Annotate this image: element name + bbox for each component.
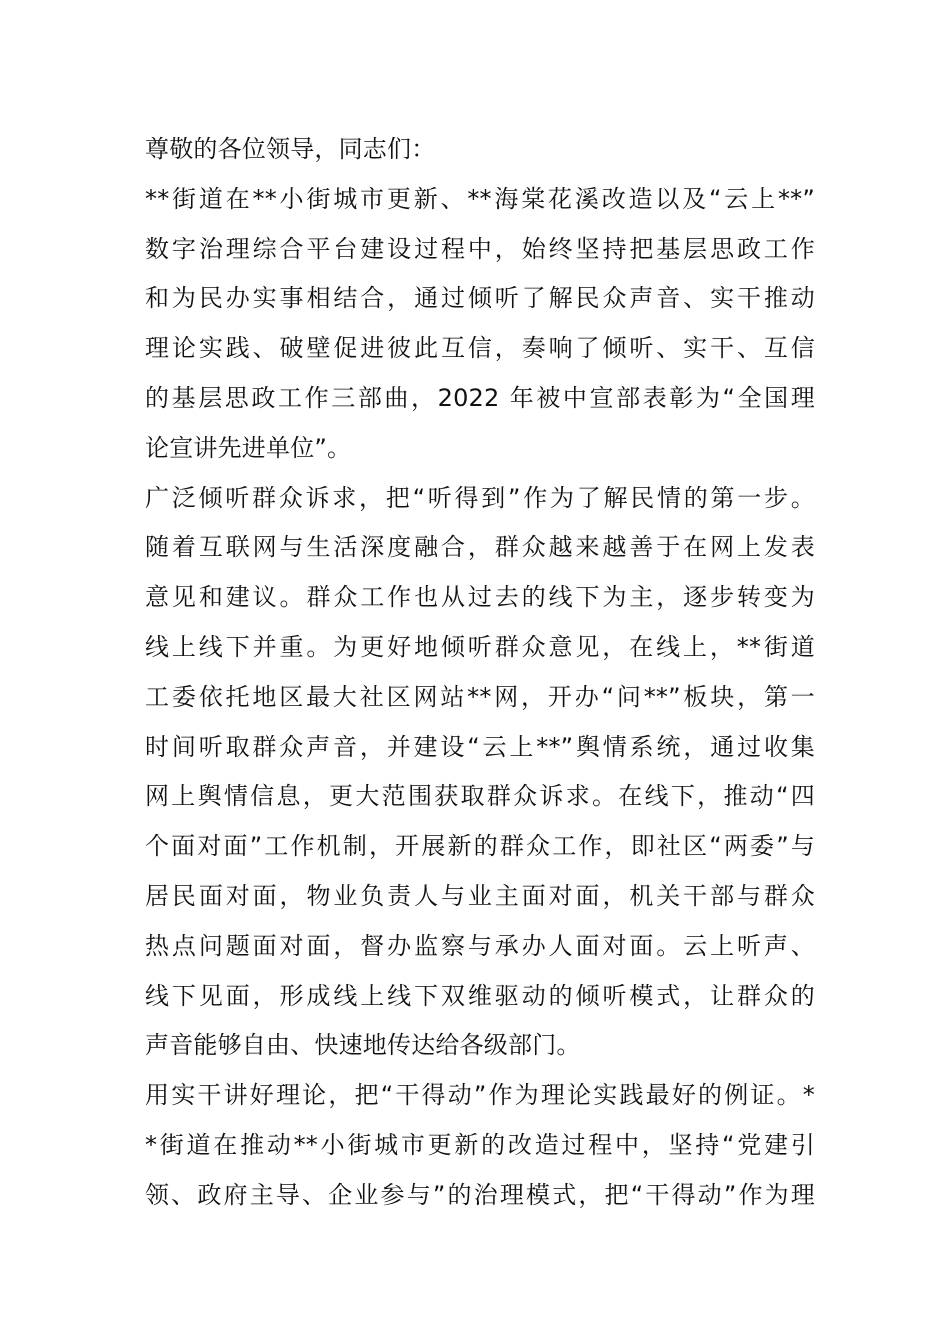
text-line: 线上线下并重。为更好地倾听群众意见，在线上，**街道	[145, 632, 815, 661]
text-line: 用实干讲好理论，把“干得动”作为理论实践最好的例证。*	[145, 1081, 815, 1110]
text-line: 个面对面”工作机制，开展新的群众工作，即社区“两委”与	[145, 832, 815, 861]
text-line: 数字治理综合平台建设过程中，始终坚持把基层思政工作	[145, 234, 815, 263]
text-line: 线下见面，形成线上线下双维驱动的倾听模式，让群众的	[145, 981, 815, 1010]
text-line: **街道在**小街城市更新、**海棠花溪改造以及“云上**”	[145, 184, 815, 213]
document-body	[145, 125, 815, 1221]
text-line: 工委依托地区最大社区网站**网，开办“问**”板块，第一	[145, 682, 815, 711]
text-line: 广泛倾听群众诉求，把“听得到”作为了解民情的第一步。	[145, 483, 815, 512]
paragraph-lines	[145, 125, 815, 1221]
text-line: *街道在推动**小街城市更新的改造过程中，坚持“党建引	[145, 1130, 815, 1159]
text-line: 领、政府主导、企业参与”的治理模式，把“干得动”作为理	[145, 1180, 815, 1209]
text-line: 意见和建议。群众工作也从过去的线下为主，逐步转变为	[145, 583, 815, 612]
text-line: 随着互联网与生活深度融合，群众越来越善于在网上发表	[145, 533, 815, 562]
text-line: 的基层思政工作三部曲，2022 年被中宣部表彰为“全国理	[145, 383, 815, 412]
text-line: 居民面对面，物业负责人与业主面对面，机关干部与群众	[145, 881, 815, 910]
text-line: 论宣讲先进单位”。	[145, 433, 352, 462]
text-line: 尊敬的各位领导，同志们：	[145, 135, 436, 163]
text-line: 声音能够自由、快速地传达给各级部门。	[145, 1031, 581, 1060]
text-line: 网上舆情信息，更大范围获取群众诉求。在线下，推动“四	[145, 782, 815, 811]
text-line: 时间听取群众声音，并建设“云上**”舆情系统，通过收集	[145, 732, 815, 761]
text-line: 和为民办实事相结合，通过倾听了解民众声音、实干推动	[145, 284, 815, 313]
text-line: 热点问题面对面，督办监察与承办人面对面。云上听声、	[145, 931, 815, 960]
text-line: 理论实践、破壁促进彼此互信，奏响了倾听、实干、互信	[145, 334, 815, 363]
